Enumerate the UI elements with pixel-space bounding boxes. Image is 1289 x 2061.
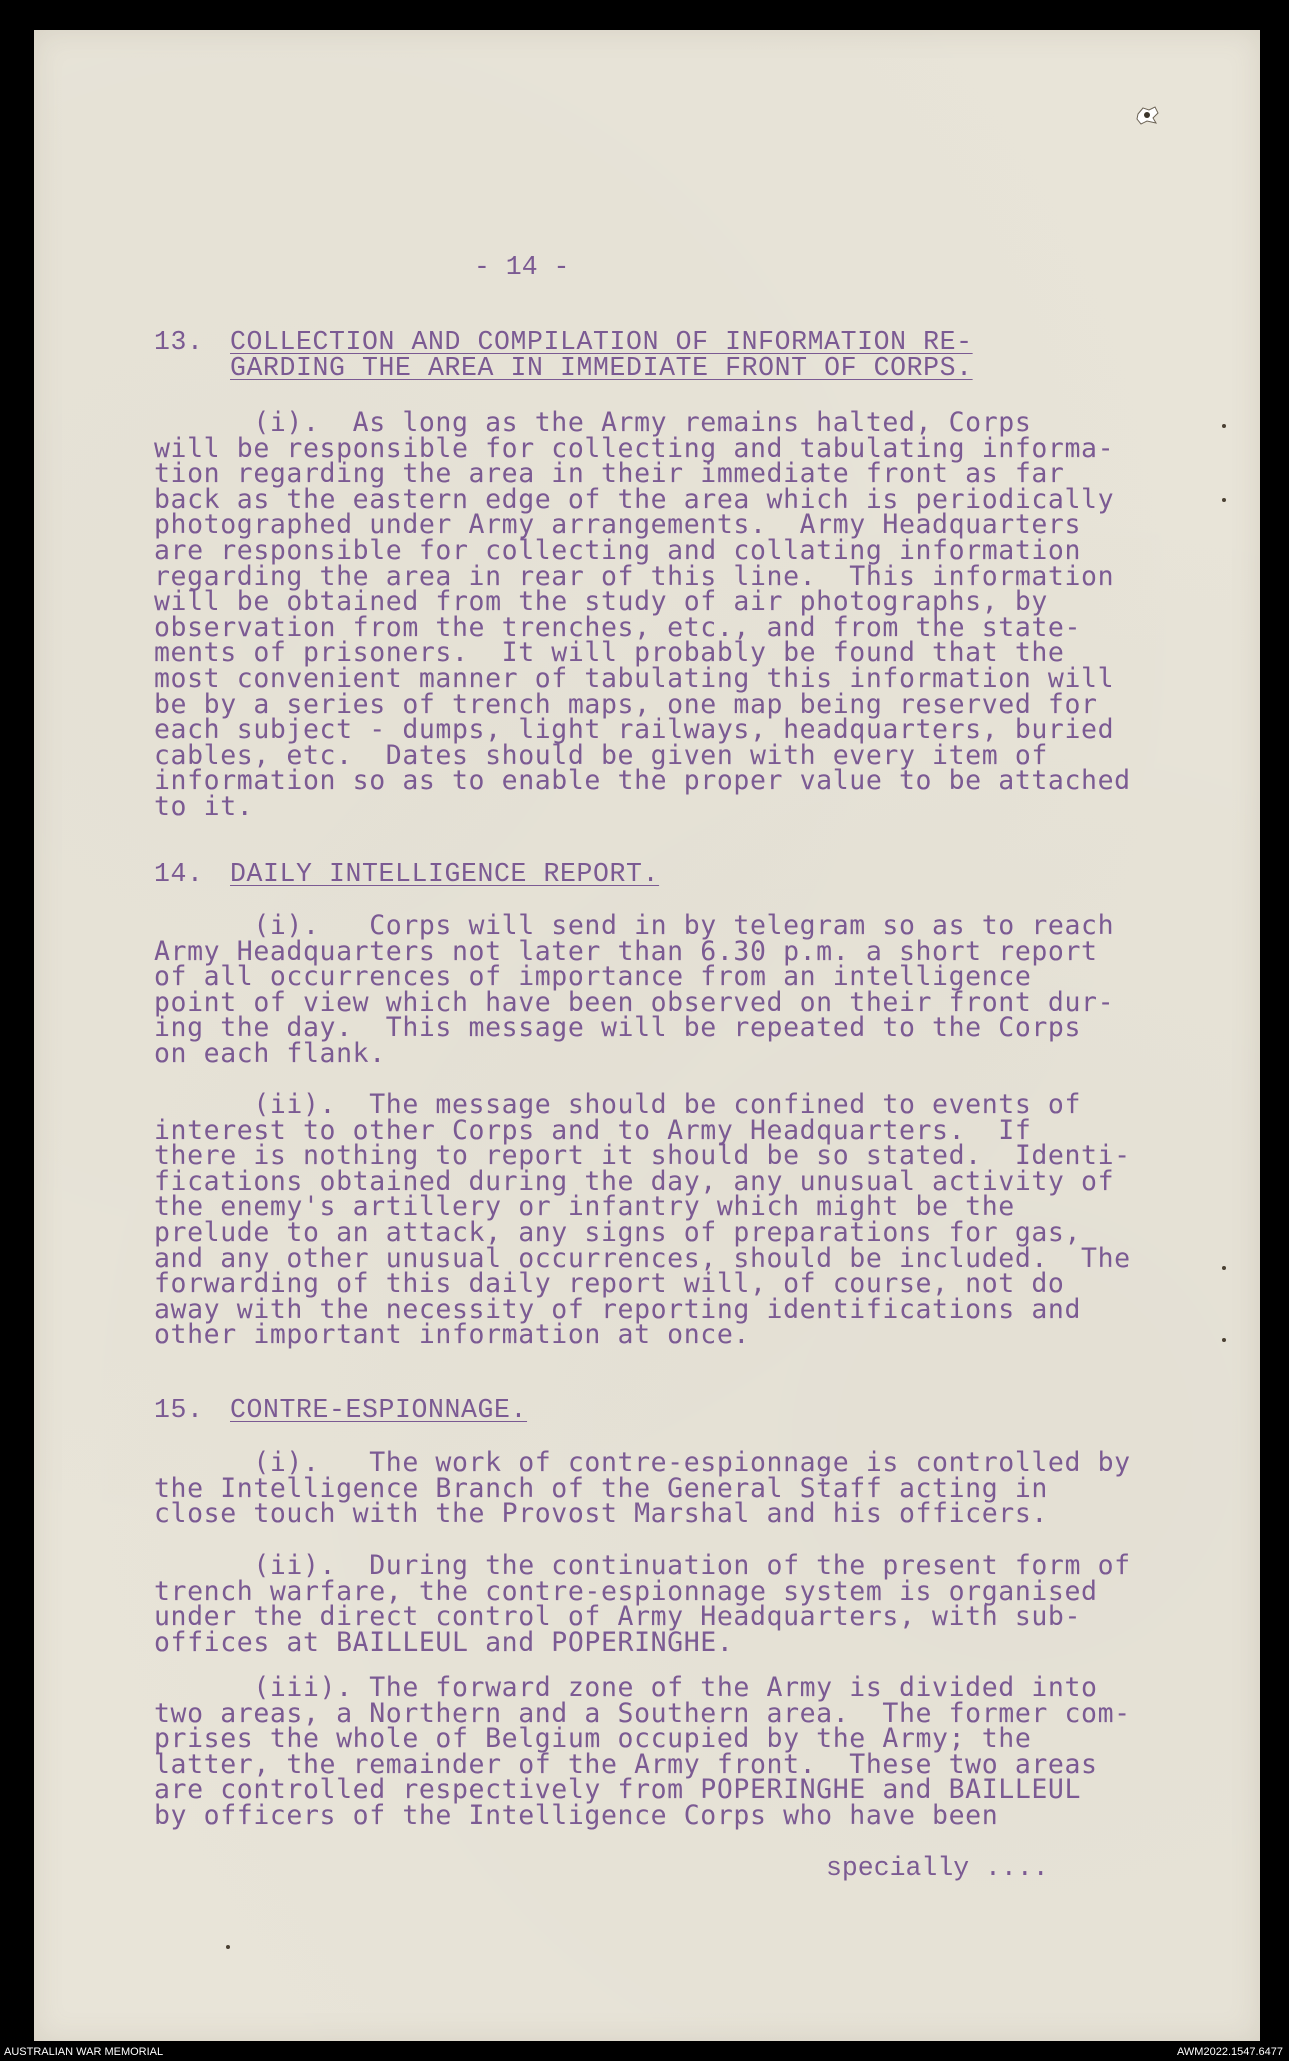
section-14-paragraph-1: (i). Corps will send in by telegram so as to reach Army Headquarters not later than 6.30 p.m. a short report of all occurrences of importance from an intelligence point of view which have been observed on their front dur- ing the day. This message will be repeated to the Corps on each flank.: [154, 910, 1115, 1069]
section-number: 13.: [154, 327, 204, 357]
section-title: CONTRE-ESPIONNAGE.: [230, 1395, 528, 1425]
section-title: COLLECTION AND COMPILATION OF INFORMATION RE-: [230, 327, 973, 357]
section-number: 15.: [154, 1395, 204, 1425]
margin-speck: [1222, 424, 1226, 428]
archive-credit-bar: [0, 2041, 1289, 2061]
section-14-heading: [154, 859, 660, 889]
section-13-heading-cont: GARDING THE AREA IN IMMEDIATE FRONT OF CORPS.: [230, 353, 973, 383]
margin-speck: [1222, 1266, 1226, 1270]
section-13-heading: [154, 327, 973, 357]
margin-speck: [1222, 1338, 1226, 1342]
archive-credit-right: AWM2022.1547.6477: [1177, 2046, 1283, 2058]
section-number: 14.: [154, 859, 204, 889]
continuation-text: specially ....: [826, 1853, 1049, 1883]
section-15-paragraph-2: (ii). During the continuation of the present form of trench warfare, the contre-espionnage system is organised under the direct control of Army Headquarters, with sub- offices at BAILLEUL and POPERINGHE.: [154, 1550, 1131, 1658]
margin-speck: [1222, 498, 1226, 502]
section-title: DAILY INTELLIGENCE REPORT.: [230, 859, 660, 889]
page-number: - 14 -: [474, 252, 570, 282]
archive-credit-left: AUSTRALIAN WAR MEMORIAL: [4, 2046, 164, 2058]
margin-speck: [226, 1945, 230, 1949]
section-15-paragraph-1: (i). The work of contre-espionnage is controlled by the Intelligence Branch of the General Staff acting in close touch with the Provost Marshal and his officers.: [154, 1447, 1131, 1530]
pin-hole-mark: [1134, 104, 1160, 126]
section-15-paragraph-3: (iii). The forward zone of the Army is divided into two areas, a Northern and a Southern area. The former com- prises the whole of Belgium occupied by the Army; the latter, the remainder of the Army front. These two areas are controlled respectively from POPERINGHE and BAILLEUL by officers of the Intelligence Corps who have been: [154, 1672, 1131, 1831]
section-14-paragraph-2: (ii). The message should be confined to events of interest to other Corps and to Army Headquarters. If there is nothing to report it should be so stated. Identi- fications obtained during the day, any unusual activity of the enemy's artillery or infantry which might be the prelude to an attack, any signs of preparations for gas, and any other unusual occurrences, should be included. The forwarding of this daily report will, of course, not do away with the necessity of reporting identifications and other important information at once.: [154, 1089, 1131, 1351]
section-13-paragraph-1: (i). As long as the Army remains halted, Corps will be responsible for collecting and tabulating informa- tion regarding the area in their immediate front as far back as the eastern edge of the area which is periodically photographed under Army arrangements. Army Headquarters are responsible for collecting and collating information regarding the area in rear of this line. This information will be obtained from the study of air photographs, by observation from the trenches, etc., and from the state- ments of prisoners. It will probably be found that the most convenient manner of tabulating this information will be by a series of trench maps, one map being reserved for each subject - dumps, light railways, headquarters, buried cables, etc. Dates should be given with every item of information so as to enable the proper value to be attached to it.: [154, 407, 1131, 822]
section-15-heading: [154, 1395, 528, 1425]
